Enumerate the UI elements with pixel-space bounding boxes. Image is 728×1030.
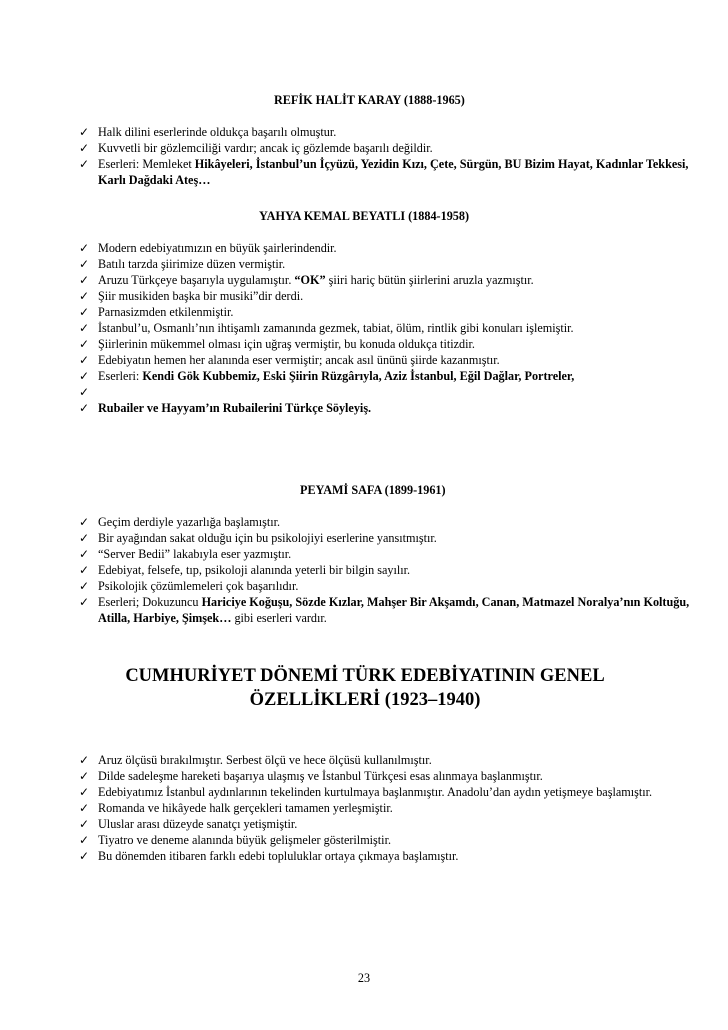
checkmark-icon: ✓ bbox=[79, 289, 90, 303]
list-item: ✓ Modern edebiyatımızın en büyük şairlerindendir. bbox=[79, 241, 337, 255]
list-item: ✓ Psikolojik çözümlemeleri çok başarılıdır. bbox=[79, 579, 299, 593]
list-item: ✓ Kuvvetli bir gözlemciliği vardır; ancak iç gözlemde başarılı değildir. bbox=[79, 141, 433, 155]
checkmark-icon: ✓ bbox=[79, 241, 90, 255]
checkmark-icon: ✓ bbox=[79, 817, 90, 831]
checkmark-icon: ✓ bbox=[79, 369, 90, 383]
checkmark-icon: ✓ bbox=[79, 273, 90, 287]
checkmark-icon: ✓ bbox=[79, 141, 90, 155]
checkmark-icon: ✓ bbox=[79, 563, 90, 577]
checkmark-icon: ✓ bbox=[79, 801, 90, 815]
list-item: ✓ Şiir musikiden başka bir musiki”dir derdi. bbox=[79, 289, 304, 303]
checkmark-icon: ✓ bbox=[79, 353, 90, 367]
list-item: ✓ Aruz ölçüsü bırakılmıştır. Serbest ölçü ve hece ölçüsü kullanılmıştır. bbox=[79, 753, 432, 767]
list-item: ✓ Aruzu Türkçeye başarıyla uygulamıştır. “OK” şiiri hariç bütün şiirlerini aruzla yazmıştır. bbox=[79, 273, 534, 287]
list-beyatli bbox=[79, 240, 709, 416]
list-item: ✓ Halk dilini eserlerinde oldukça başarılı olmuştur. bbox=[79, 125, 337, 139]
checkmark-icon: ✓ bbox=[79, 385, 90, 399]
list-item: ✓ Edebiyatımız İstanbul aydınlarının tekelinden kurtulmaya başlanmıştır. Anadolu’dan aydın yetişmeye başlamıştır. bbox=[79, 785, 653, 799]
list-karay bbox=[79, 124, 709, 188]
list-item: ✓ Uluslar arası düzeyde sanatçı yetişmiştir. bbox=[79, 817, 298, 831]
list-item: ✓ Eserleri: Kendi Gök Kubbemiz, Eski Şiirin Rüzgârıyla, Aziz İstanbul, Eğil Dağlar, Portreler, bbox=[79, 369, 575, 383]
main-heading-line1: CUMHURİYET DÖNEMİ TÜRK EDEBİYATININ GENEL bbox=[125, 666, 605, 686]
checkmark-icon: ✓ bbox=[79, 833, 90, 847]
checkmark-icon: ✓ bbox=[79, 785, 90, 799]
list-item: ✓ Bir ayağından sakat olduğu için bu psikolojiyi eserlerine yansıtmıştır. bbox=[79, 531, 437, 545]
list-item: ✓ Dilde sadeleşme hareketi başarıya ulaşmış ve İstanbul Türkçesi esas alınmaya başlanmıştır. bbox=[79, 769, 543, 783]
list-item: ✓ Parnasizmden etkilenmiştir. bbox=[79, 305, 234, 319]
checkmark-icon: ✓ bbox=[79, 579, 90, 593]
list-cumhuriyet bbox=[79, 752, 709, 864]
page-number: 23 bbox=[357, 971, 371, 985]
list-item: ✓ Şiirlerinin mükemmel olması için uğraş vermiştir, bu konuda oldukça titizdir. bbox=[79, 337, 475, 351]
list-safa bbox=[79, 514, 709, 626]
list-item: ✓ Tiyatro ve deneme alanında büyük gelişmeler gösterilmiştir. bbox=[79, 833, 392, 847]
section-title-karay: REFİK HALİT KARAY (1888-1965) bbox=[274, 93, 465, 107]
checkmark-icon: ✓ bbox=[79, 321, 90, 335]
checkmark-icon: ✓ bbox=[79, 769, 90, 783]
main-heading-line2: ÖZELLİKLERİ (1923–1940) bbox=[249, 690, 481, 710]
checkmark-icon: ✓ bbox=[79, 401, 90, 415]
list-item: ✓ Bu dönemden itibaren farklı edebi topluluklar ortaya çıkmaya başlamıştır. bbox=[79, 849, 459, 863]
list-item: ✓ Edebiyat, felsefe, tıp, psikoloji alanında yeterli bir bilgin sayılır. bbox=[79, 563, 411, 577]
checkmark-icon: ✓ bbox=[79, 305, 90, 319]
list-item-empty bbox=[79, 384, 709, 400]
checkmark-icon: ✓ bbox=[79, 515, 90, 529]
checkmark-icon: ✓ bbox=[79, 849, 90, 863]
list-item: ✓ Romanda ve hikâyede halk gerçekleri tamamen yerleşmiştir. bbox=[79, 801, 393, 815]
list-item: ✓ Eserleri: Memleket Hikâyeleri, İstanbul’un İçyüzü, Yezidin Kızı, Çete, Sürgün, BU Bizim Hayat, Kadınlar Tekkesi, Karlı Dağdaki Ateş… bbox=[79, 157, 689, 187]
list-item: ✓ İstanbul’u, Osmanlı’nın ihtişamlı zamanında gezmek, tabiat, ölüm, rintlik gibi konuları işlemiştir. bbox=[79, 321, 574, 335]
list-item: ✓ Rubailer ve Hayyam’ın Rubailerini Türkçe Söyleyiş. bbox=[79, 401, 372, 415]
checkmark-icon: ✓ bbox=[79, 337, 90, 351]
checkmark-icon: ✓ bbox=[79, 125, 90, 139]
list-item: ✓ Geçim derdiyle yazarlığa başlamıştır. bbox=[79, 515, 281, 529]
checkmark-icon: ✓ bbox=[79, 157, 90, 171]
section-title-beyatli: YAHYA KEMAL BEYATLI (1884-1958) bbox=[259, 209, 470, 223]
checkmark-icon: ✓ bbox=[79, 257, 90, 271]
section-title-safa: PEYAMİ SAFA (1899-1961) bbox=[300, 483, 446, 497]
main-heading bbox=[100, 664, 630, 712]
list-item: ✓ “Server Bedii” lakabıyla eser yazmıştır. bbox=[79, 547, 292, 561]
checkmark-icon: ✓ bbox=[79, 595, 90, 609]
checkmark-icon: ✓ bbox=[79, 753, 90, 767]
checkmark-icon: ✓ bbox=[79, 547, 90, 561]
checkmark-icon: ✓ bbox=[79, 531, 90, 545]
list-item: ✓ Batılı tarzda şiirimize düzen vermiştir. bbox=[79, 257, 286, 271]
list-item: ✓ Edebiyatın hemen her alanında eser vermiştir; ancak asıl ününü şiirde kazanmıştır. bbox=[79, 353, 500, 367]
list-item: ✓ Eserleri; Dokuzuncu Hariciye Koğuşu, Sözde Kızlar, Mahşer Bir Akşamdı, Canan, Matmazel Noralya’nın Koltuğu, Atilla, Harbiye, Şimşek… gibi eserleri vardır. bbox=[79, 595, 690, 625]
